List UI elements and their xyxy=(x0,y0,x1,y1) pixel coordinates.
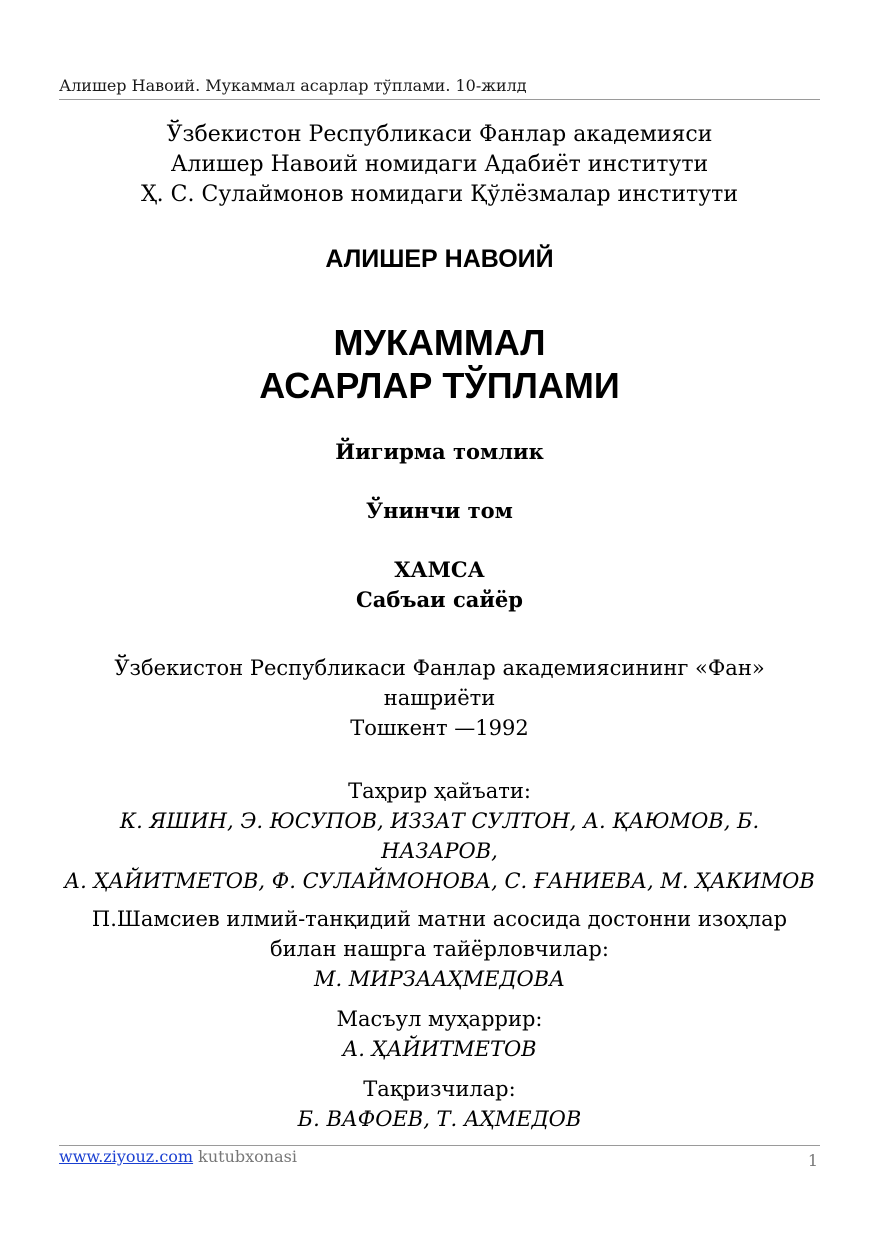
reviewers-names: Б. ВАФОЕВ, Т. АҲМЕДОВ xyxy=(297,1107,582,1131)
running-header: Алишер Навоий. Мукаммал асарлар тўплами. 10-жилд xyxy=(59,76,527,95)
responsible-editor-name: А. ҲАЙИТМЕТОВ xyxy=(342,1037,537,1061)
editorial-board-members-2: А. ҲАЙИТМЕТОВ, Ф. СУЛАЙМОНОВА, С. ҒАНИЕВА, М. ҲАКИМОВ xyxy=(64,869,815,893)
volume-number: Ўнинчи том xyxy=(366,498,513,523)
work-block xyxy=(59,555,820,615)
book-title-line2: АСАРЛАР ТЎПЛАМИ xyxy=(259,365,620,406)
institutions-block xyxy=(59,120,820,210)
footer-library-label: kutubxonasi xyxy=(193,1147,297,1166)
responsible-editor-block xyxy=(59,1004,820,1064)
responsible-editor-label: Масъул муҳаррир: xyxy=(336,1007,543,1031)
author-name: АЛИШЕР НАВОИЙ xyxy=(325,245,554,273)
work-name: Сабъаи сайёр xyxy=(356,587,523,612)
editorial-board xyxy=(59,776,820,896)
title-page-body xyxy=(59,120,820,1134)
editorial-board-label: Таҳрир ҳайъати: xyxy=(348,779,531,803)
editorial-board-members-1: К. ЯШИН, Э. ЮСУПОВ, ИЗЗАТ СУЛТОН, А. ҚАЮМОВ, Б. НАЗАРОВ, xyxy=(119,809,760,863)
ziyouz-link[interactable]: www.ziyouz.com xyxy=(59,1147,194,1166)
header-divider xyxy=(59,99,820,100)
publisher-line1: Ўзбекистон Республикаси Фанлар академиясининг «Фан» xyxy=(114,656,765,680)
volumes-count: Йигирма томлик xyxy=(335,439,544,464)
footer-source xyxy=(59,1147,297,1166)
institution-academy: Ўзбекистон Республикаси Фанлар академияси xyxy=(166,122,713,147)
preparers-line2: билан нашрга тайёрловчилар: xyxy=(270,937,609,961)
preparers-line1: П.Шамсиев илмий-танқидий матни асосида достонни изоҳлар xyxy=(91,907,788,931)
page-number: 1 xyxy=(807,1151,818,1170)
preparers-block xyxy=(59,904,820,994)
footer-divider xyxy=(59,1145,820,1146)
institution-manuscripts: Ҳ. С. Сулаймонов номидаги Қўлёзмалар институти xyxy=(141,182,738,207)
publisher-place-year: Тошкент —1992 xyxy=(350,716,529,740)
book-title-line1: МУКАММАЛ xyxy=(333,322,546,363)
publisher-block xyxy=(59,653,820,743)
institution-literature: Алишер Навоий номидаги Адабиёт институти xyxy=(170,152,709,177)
reviewers-block xyxy=(59,1074,820,1134)
preparers-name: М. МИРЗААҲМЕДОВА xyxy=(313,967,566,991)
publisher-line2: нашриёти xyxy=(383,686,496,710)
book-title xyxy=(59,321,820,407)
reviewers-label: Тақризчилар: xyxy=(363,1077,516,1101)
work-series: ХАМСА xyxy=(394,557,485,582)
